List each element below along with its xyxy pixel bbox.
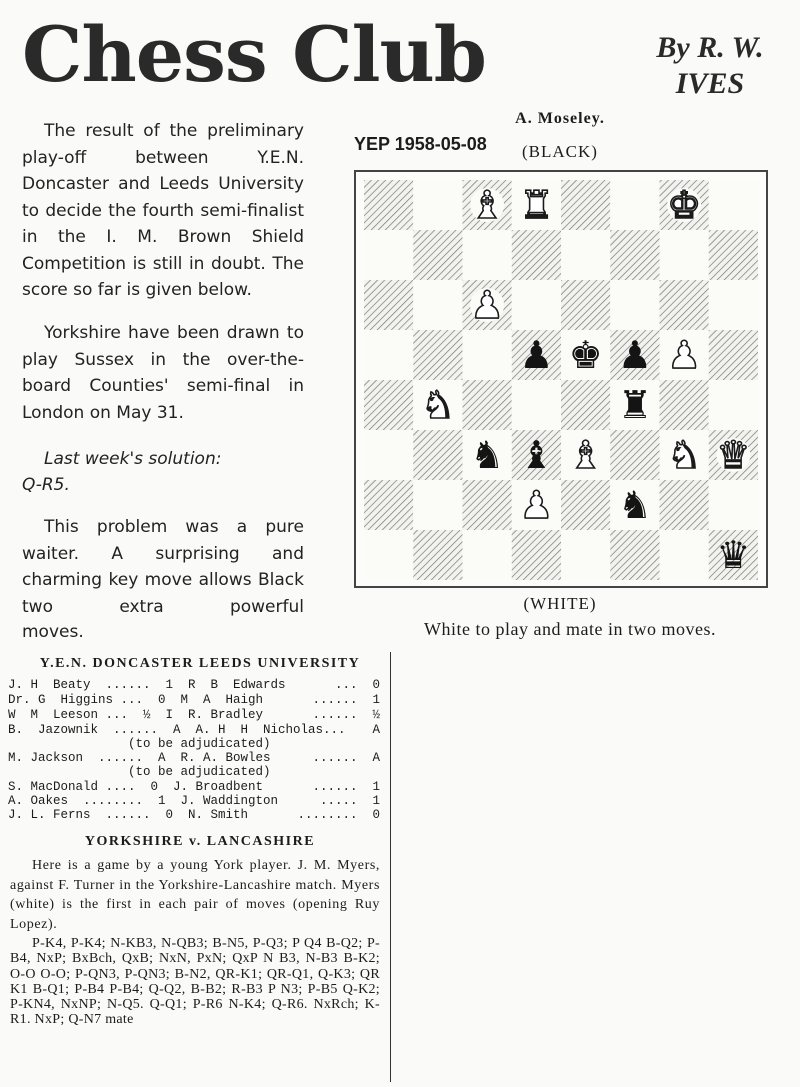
- board-square-d7: [512, 230, 561, 280]
- byline-line-1: By R. W.: [656, 31, 764, 64]
- result-row-score: ........ 0: [297, 808, 380, 822]
- board-square-b3: [413, 430, 462, 480]
- board-square-e7: [561, 230, 610, 280]
- result-row-players: A. Oakes ........ 1 J. Waddington: [8, 794, 279, 808]
- solution-label: Last week's solution:: [44, 449, 222, 469]
- problem-stipulation: White to play and mate in two moves.: [424, 619, 716, 639]
- board-square-g4: [660, 380, 709, 430]
- black-knight-icon: ♞: [617, 483, 652, 527]
- result-row-players: S. MacDonald .... 0 J. Broadbent: [8, 780, 264, 794]
- board-square-f3: [610, 430, 659, 480]
- black-side-label: (BLACK): [522, 142, 598, 161]
- result-row-players: M. Jackson ...... A R. A. Bowles: [8, 751, 271, 765]
- board-square-g1: [660, 530, 709, 580]
- result-row-players: Dr. G Higgins ... 0 M A Haigh: [8, 693, 264, 707]
- board-square-b8: [413, 180, 462, 230]
- game-heading: YORKSHIRE v. LANCASHIRE: [84, 834, 316, 849]
- board-square-b6: [413, 280, 462, 330]
- board-square-f6: [610, 280, 659, 330]
- board-square-g7: [660, 230, 709, 280]
- white-pawn-icon: ♟: [667, 333, 702, 377]
- solution-comment-last-line: moves.: [22, 622, 84, 642]
- white-knight-icon: ♞: [667, 433, 702, 477]
- board-square-d4: [512, 380, 561, 430]
- chess-board: [364, 180, 758, 580]
- white-knight-icon: ♞: [420, 383, 455, 427]
- board-square-a3: [364, 430, 413, 480]
- board-square-c4: [463, 380, 512, 430]
- board-square-a4: [364, 380, 413, 430]
- board-square-e4: [561, 380, 610, 430]
- white-bishop-icon: ♝: [470, 183, 505, 227]
- board-square-f8: [610, 180, 659, 230]
- white-queen-icon: ♛: [716, 433, 751, 477]
- solution-comment: This problem was a pure waiter. A surprising and charming key move allows Black two extra powerful: [22, 517, 304, 617]
- result-row: [8, 780, 380, 794]
- white-king-icon: ♚: [667, 183, 702, 227]
- board-square-a2: [364, 480, 413, 530]
- white-pawn-icon: ♟: [470, 283, 505, 327]
- board-square-a8: [364, 180, 413, 230]
- black-queen-icon: ♛: [716, 533, 751, 577]
- chess-diagram: [354, 170, 768, 588]
- result-row-players: J. L. Ferns ...... 0 N. Smith: [8, 808, 249, 822]
- board-square-a7: [364, 230, 413, 280]
- result-row-players: J. H Beaty ...... 1 R B Edwards: [8, 678, 286, 692]
- board-square-b1: [413, 530, 462, 580]
- board-square-g2: [660, 480, 709, 530]
- date-stamp: YEP 1958-05-08: [354, 134, 487, 154]
- board-square-d6: [512, 280, 561, 330]
- column-title: Chess Club: [22, 10, 486, 99]
- board-square-e2: [561, 480, 610, 530]
- board-square-f1: [610, 530, 659, 580]
- counties-paragraph: Yorkshire have been drawn to play Sussex in the over-the-board Counties' semi-final in London on May 31.: [22, 323, 304, 423]
- board-square-c1: [463, 530, 512, 580]
- white-side-label: (WHITE): [523, 594, 597, 613]
- board-square-c7: [463, 230, 512, 280]
- board-square-e6: [561, 280, 610, 330]
- result-row: [8, 693, 380, 707]
- board-square-b2: [413, 480, 462, 530]
- adjudication-note: [8, 765, 380, 779]
- result-row-score: ...... 1: [312, 693, 380, 707]
- match-heading: Y.E.N. DONCASTER LEEDS UNIVERSITY: [39, 656, 361, 671]
- solution-move: Q-R5.: [22, 475, 70, 495]
- board-square-a5: [364, 330, 413, 380]
- board-square-h8: [709, 180, 758, 230]
- white-bishop-icon: ♝: [568, 433, 603, 477]
- result-row-score: ..... 1: [319, 794, 380, 808]
- byline: [640, 30, 780, 102]
- adjudication-note: [8, 737, 380, 751]
- result-row-score: A: [372, 723, 380, 737]
- black-bishop-icon: ♝: [519, 433, 554, 477]
- result-row-players: B. Jazownik ...... A A. H H Nicholas...: [8, 723, 346, 737]
- board-square-b7: [413, 230, 462, 280]
- board-square-c2: [463, 480, 512, 530]
- result-row-score: ...... ½: [312, 708, 380, 722]
- black-pawn-icon: ♟: [519, 333, 554, 377]
- adjudication-note-text: (to be adjudicated): [128, 737, 271, 751]
- result-row: [8, 808, 380, 822]
- white-rook-icon: ♜: [519, 183, 554, 227]
- board-square-b5: [413, 330, 462, 380]
- result-row: [8, 751, 380, 765]
- board-square-h2: [709, 480, 758, 530]
- result-row-score: ...... A: [312, 751, 380, 765]
- board-square-g6: [660, 280, 709, 330]
- game-moves: P-K4, P-K4; N-KB3, N-QB3; B-N5, P-Q3; P Q4 B-Q2; P-B4, NxP; BxBch, QxB; NxN, PxN; QxP N B3, N-B3 B-K2; O-O O-O; P-QN3, P-QN3; B-N2, QR-K1; QR-Q1, Q-K3; QR K1 B-Q1; P-B4 P-B4; Q-Q2, B-B2; R-B3 P N3; P-B5 Q-K2; P-KN4, NxNP; N-Q5. Q-Q1; P-R6 N-K4; Q-R6. NxRch; K-R1. NxP; Q-N7 mate: [10, 936, 380, 1028]
- black-pawn-icon: ♟: [617, 333, 652, 377]
- black-knight-icon: ♞: [470, 433, 505, 477]
- result-row-score: ... 0: [334, 678, 380, 692]
- board-square-h6: [709, 280, 758, 330]
- problem-composer: A. Moseley.: [515, 110, 605, 127]
- black-rook-icon: ♜: [617, 383, 652, 427]
- result-row: [8, 723, 380, 737]
- board-square-d1: [512, 530, 561, 580]
- result-row-score: ...... 1: [312, 780, 380, 794]
- board-square-e8: [561, 180, 610, 230]
- byline-line-2: IVES: [675, 67, 745, 100]
- result-row: [8, 794, 380, 808]
- result-row: [8, 678, 380, 692]
- game-intro: Here is a game by a young York player. J. M. Myers, against F. Turner in the Yorkshire-Lancashire match. Myers (white) is the first in each pair of moves (opening Ruy Lopez).: [10, 858, 380, 932]
- board-square-h4: [709, 380, 758, 430]
- result-row: [8, 708, 380, 722]
- board-square-f7: [610, 230, 659, 280]
- white-pawn-icon: ♟: [519, 483, 554, 527]
- board-square-a6: [364, 280, 413, 330]
- result-row-players: W M Leeson ... ½ I R. Bradley: [8, 708, 264, 722]
- intro-paragraph: The result of the preliminary play-off between Y.E.N. Doncaster and Leeds University to decide the fourth semi-finalist in the I. M. Brown Shield Competition is still in doubt. The score so far is given below.: [22, 121, 304, 300]
- board-square-e1: [561, 530, 610, 580]
- board-square-h7: [709, 230, 758, 280]
- board-square-h5: [709, 330, 758, 380]
- board-square-a1: [364, 530, 413, 580]
- adjudication-note-text: (to be adjudicated): [128, 765, 271, 779]
- board-square-c5: [463, 330, 512, 380]
- black-king-icon: ♚: [568, 333, 603, 377]
